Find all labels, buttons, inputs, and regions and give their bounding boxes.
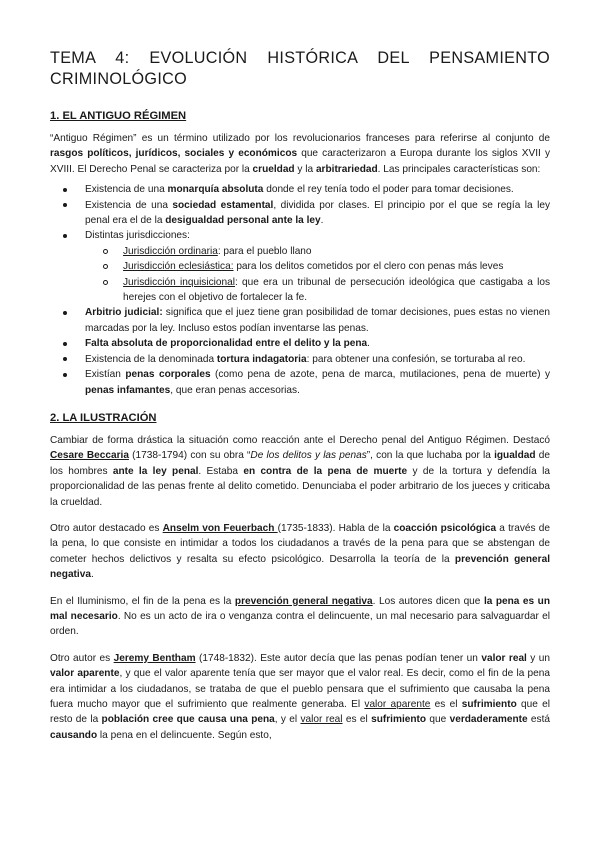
text-run: es el: [342, 714, 372, 726]
text-run: .: [90, 569, 94, 581]
bold-text: valor aparente: [50, 668, 120, 680]
text-run: Existencia de una: [85, 199, 173, 211]
bold-text: penas infamantes: [85, 384, 171, 396]
bold-text: Falta absoluta de proporcionalidad entre el delito y la pena: [85, 338, 368, 350]
text-run: ”, con la que luchaba por la: [366, 450, 495, 462]
bold-text: crueldad: [252, 163, 295, 175]
section-heading-antiguo-regimen: 1. EL ANTIGUO RÉGIMEN: [50, 110, 187, 122]
text-run: . Estaba: [198, 465, 244, 477]
text-run: , dividida por clases. El principio por el que se regía la ley penal era el de la: [85, 199, 550, 227]
list-item-jurisdicciones: [50, 228, 550, 305]
bold-text: arbitrariedad: [315, 163, 378, 175]
text-run: Distintas jurisdicciones:: [85, 230, 190, 242]
characteristics-list: [50, 182, 550, 398]
list-item-monarquia: [50, 182, 550, 197]
bold-text: monarquía absoluta: [167, 184, 264, 196]
underlined-text: Jurisdicción eclesiástica:: [123, 261, 234, 273]
list-item-arbitrio: [50, 305, 550, 336]
bold-text: ante la ley penal: [112, 465, 199, 477]
text-run: y la: [294, 163, 316, 175]
text-run: (1735-1833). Habla de la: [277, 522, 394, 534]
bold-text: verdaderamente: [449, 714, 528, 726]
paragraph-feuerbach: [50, 521, 550, 583]
author-name: Cesare Beccaria: [50, 450, 129, 462]
text-run: . Las principales características son:: [377, 163, 541, 175]
text-run: , que eran penas accesorias.: [170, 384, 300, 396]
text-run: Otro autor destacado es: [50, 522, 163, 534]
bold-text: rasgos políticos, jurídicos, sociales y económicos: [50, 148, 298, 160]
bold-text: Arbitrio judicial:: [85, 307, 163, 319]
text-run: es el: [430, 699, 462, 710]
text-run: de los hombres: [50, 450, 550, 477]
text-run: está: [527, 714, 551, 726]
bold-text: sufrimiento: [371, 714, 427, 726]
bold-underlined-text: prevención general negativa: [234, 595, 373, 607]
text-run: . Los autores dicen que: [372, 595, 484, 607]
text-run: : que era un tribunal de persecución ideológica que castigaba a los herejes con el objetivo de fortalecer la fe.: [123, 276, 551, 304]
underlined-text: valor real: [300, 714, 343, 726]
bold-text: sociedad estamental: [172, 199, 274, 211]
bold-text: la pena es un mal necesario: [50, 595, 551, 622]
paragraph-iluminismo: [50, 594, 550, 640]
list-item-falta: [50, 336, 550, 351]
underlined-text: valor aparente: [364, 699, 431, 710]
sublist-item-eclesiastica: [85, 259, 550, 274]
sublist-item-inquisicional: [85, 275, 550, 306]
paragraph-beccaria: [50, 433, 550, 510]
document-title: TEMA 4: EVOLUCIÓN HISTÓRICA DEL PENSAMIENTO CRIMINOLÓGICO: [50, 49, 550, 88]
list-item-penas: [50, 367, 550, 398]
underlined-text: Jurisdicción ordinaria: [123, 245, 218, 257]
text-run: la pena en el delincuente. Según esto,: [97, 729, 272, 741]
bold-text: penas corporales: [125, 369, 211, 381]
text-run: : para obtener una confesión, se torturaba al reo.: [306, 353, 526, 365]
text-run: Existían: [85, 369, 126, 381]
italic-text: De los delitos y las penas: [250, 450, 367, 462]
text-run: que el resto de la: [50, 699, 551, 726]
text-run: que: [426, 714, 450, 726]
text-run: y un: [526, 652, 550, 664]
bold-text: desigualdad personal ante la ley: [165, 215, 321, 227]
text-run: donde el rey tenía todo el poder para tomar decisiones.: [263, 184, 514, 196]
text-run: y de la tortura y defendía la proporcionalidad de las penas frente al delito cometido. Denunciaba el poder arbitrario de los jueces y criticaba la crueldad.: [50, 465, 550, 508]
jurisdicciones-sublist: [85, 244, 550, 306]
bold-text: prevención general negativa: [50, 553, 550, 581]
text-run: (1738-1794) con su obra “: [128, 450, 251, 462]
text-run: Existencia de una: [85, 184, 168, 196]
text-run: a través de la pena, lo que consiste en intimidar a todos los ciudadanos a través de la pena para que se abstengan de cometer hechos delictivos y resalta su efecto psicológico. Desarrolla la teoría de la: [50, 522, 551, 565]
text-run: .: [320, 215, 324, 227]
author-name: Anselm von Feuerbach: [162, 522, 278, 534]
author-name: Jeremy Bentham: [113, 652, 196, 664]
text-run: Existencia de la denominada: [85, 353, 217, 365]
text-run: , y el: [274, 714, 301, 726]
text-run: significa que el juez tiene gran posibilidad de tomar decisiones, pues estas no vienen marcadas por la ley. Incluso estos podían inventarse las penas.: [85, 307, 550, 334]
bold-text: coacción psicológica: [393, 522, 497, 534]
text-run: En el Iluminismo, el fin de la pena es la: [50, 595, 235, 607]
section-heading-ilustracion: 2. LA ILUSTRACIÓN: [50, 411, 157, 424]
text-run: .: [367, 338, 370, 350]
text-run: para los delitos cometidos por el clero con penas más leves: [233, 261, 504, 273]
bold-text: valor real: [481, 652, 527, 664]
bold-text: sufrimiento: [461, 699, 517, 710]
bold-text: población cree que causa una pena: [101, 714, 275, 726]
intro-paragraph: [50, 131, 550, 177]
bold-text: causando: [50, 729, 98, 741]
text-run: (como pena de azote, pena de marca, mutilaciones, pena de muerte) y: [210, 369, 550, 381]
paragraph-bentham: [50, 651, 550, 743]
text-run: “Antiguo Régimen” es un término utilizado por los revolucionarios franceses para referirse al conjunto de: [50, 133, 550, 144]
bold-text: en contra de la pena de muerte: [243, 465, 408, 477]
list-item-sociedad: [50, 198, 550, 229]
text-run: . No es un acto de ira o venganza contra el delincuente, un mal necesario para salvaguardar el orden.: [50, 610, 550, 638]
text-run: Cambiar de forma drástica la situación como reacción ante el Derecho penal del Antiguo Régimen. Destacó: [50, 434, 550, 446]
text-run: , y que el valor aparente tenía que ser mayor que el valor real. Es decir, como el fin de la pena era intimidar a los ciudadanos, se trataba de que el pueblo pensara que el sufrimiento que causaba la pena fuera mucho mayor que el sufrimiento que realmente generaba. El: [50, 668, 550, 710]
sublist-item-ordinaria: [85, 244, 550, 259]
text-run: Otro autor es: [50, 652, 114, 664]
list-item-tortura: [50, 352, 550, 367]
underlined-text: Jurisdicción inquisicional: [123, 276, 235, 288]
text-run: que caracterizaron a Europa durante los siglos XVII y XVIII. El Derecho Penal se caracteriza por la: [50, 148, 550, 175]
bold-text: igualdad: [494, 450, 536, 462]
text-run: : para el pueblo llano: [217, 245, 312, 257]
text-run: (1748-1832). Este autor decía que las penas podían tener un: [195, 652, 482, 664]
bold-text: tortura indagatoria: [216, 353, 307, 365]
